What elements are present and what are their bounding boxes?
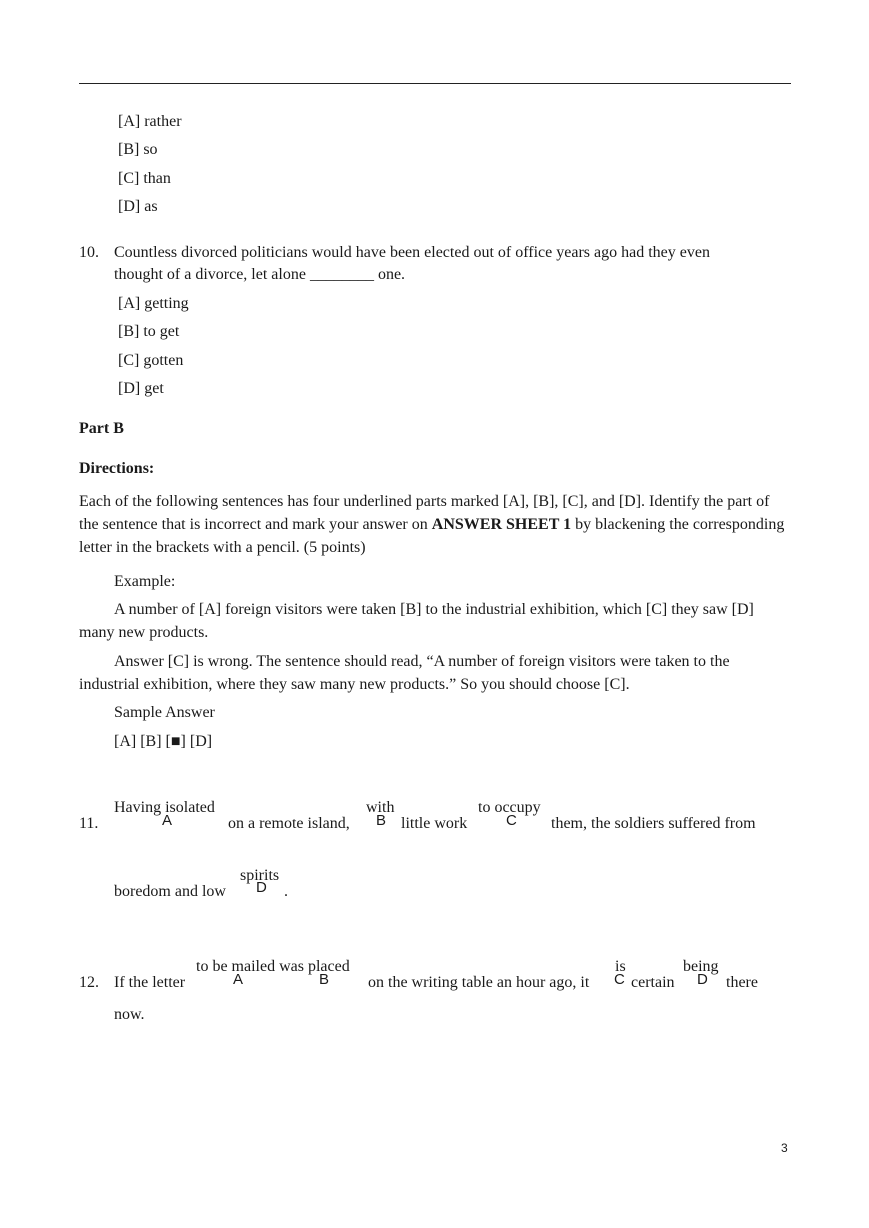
- q11-text-4: boredom and low: [114, 883, 226, 900]
- directions-text: [79, 490, 791, 559]
- answer-sheet-label: ANSWER SHEET 1: [431, 516, 572, 533]
- q10-option-b: [B] to get: [118, 323, 180, 340]
- q12-text-1: If the letter: [114, 974, 186, 991]
- example-answer: Answer [C] is wrong. The sentence should read, “A number of foreign visitors were taken to the industrial exhibition, where they saw many new products.” So you should choose [C].: [79, 653, 730, 693]
- directions-label: Directions:: [79, 460, 155, 477]
- q10-number: 10.: [79, 244, 99, 261]
- q12-label-a: A: [233, 971, 244, 988]
- q11-label-c: C: [506, 812, 517, 829]
- part-b-heading: Part B: [79, 420, 124, 437]
- q11-text-2: little work: [401, 815, 468, 832]
- q11-number: 11.: [79, 815, 99, 832]
- q12-label-c: C: [614, 971, 625, 988]
- directions-text-post: by blackening the corresponding letter in the brackets with a pencil. (5 points): [79, 516, 785, 556]
- header-rule: [79, 83, 791, 84]
- q11-label-a: A: [162, 812, 173, 829]
- q11-underlined-b: with: [366, 799, 395, 816]
- sample-answer-choices: [A] [B] [■] [D]: [114, 733, 213, 750]
- q10-stem-line2: thought of a divorce, let alone ________ one.: [114, 266, 406, 283]
- q10-option-a: [A] getting: [118, 295, 189, 312]
- q9-option-b: [B] so: [118, 141, 158, 158]
- q12-text-3: certain: [631, 974, 675, 991]
- q11-text-3: them, the soldiers suffered from: [551, 815, 756, 832]
- q11-label-d: D: [256, 879, 267, 896]
- q10-option-c: [C] gotten: [118, 352, 184, 369]
- q10-option-d: [D] get: [118, 380, 164, 397]
- example-label: Example:: [114, 573, 176, 590]
- q12-underlined-ab: to be mailed was placed: [196, 958, 350, 975]
- q11-underlined-d: spirits: [240, 867, 280, 884]
- q12-number: 12.: [79, 974, 99, 991]
- q12-text-2: on the writing table an hour ago, it: [368, 974, 590, 991]
- q11-text-1: on a remote island,: [228, 815, 350, 832]
- q12-underlined-d: being: [683, 958, 719, 975]
- q11-underlined-c: to occupy: [478, 799, 541, 816]
- q10-stem-line1: Countless divorced politicians would have been elected out of office years ago had they even: [114, 244, 710, 261]
- q12-label-b: B: [319, 971, 330, 988]
- page-number: 3: [781, 1141, 788, 1155]
- directions-text-pre: Each of the following sentences has four underlined parts marked [A], [B], [C], and [D]. Identify the part of the sentence that is incorrect and mark your answer on: [79, 493, 770, 533]
- q11-text-5: .: [284, 883, 288, 900]
- q9-option-c: [C] than: [118, 170, 171, 187]
- q12-text-4: there: [726, 974, 758, 991]
- example-sentence: A number of [A] foreign visitors were taken [B] to the industrial exhibition, which [C] they saw [D] many new products.: [79, 601, 754, 641]
- q11-label-b: B: [376, 812, 387, 829]
- q12-text-5: now.: [114, 1006, 145, 1023]
- q9-option-d: [D] as: [118, 198, 158, 215]
- sample-answer-label: Sample Answer: [114, 704, 215, 721]
- q12-underlined-c: is: [615, 958, 626, 975]
- q11-underlined-a: Having isolated: [114, 799, 215, 816]
- q12-label-d: D: [697, 971, 708, 988]
- q9-option-a: [A] rather: [118, 113, 182, 130]
